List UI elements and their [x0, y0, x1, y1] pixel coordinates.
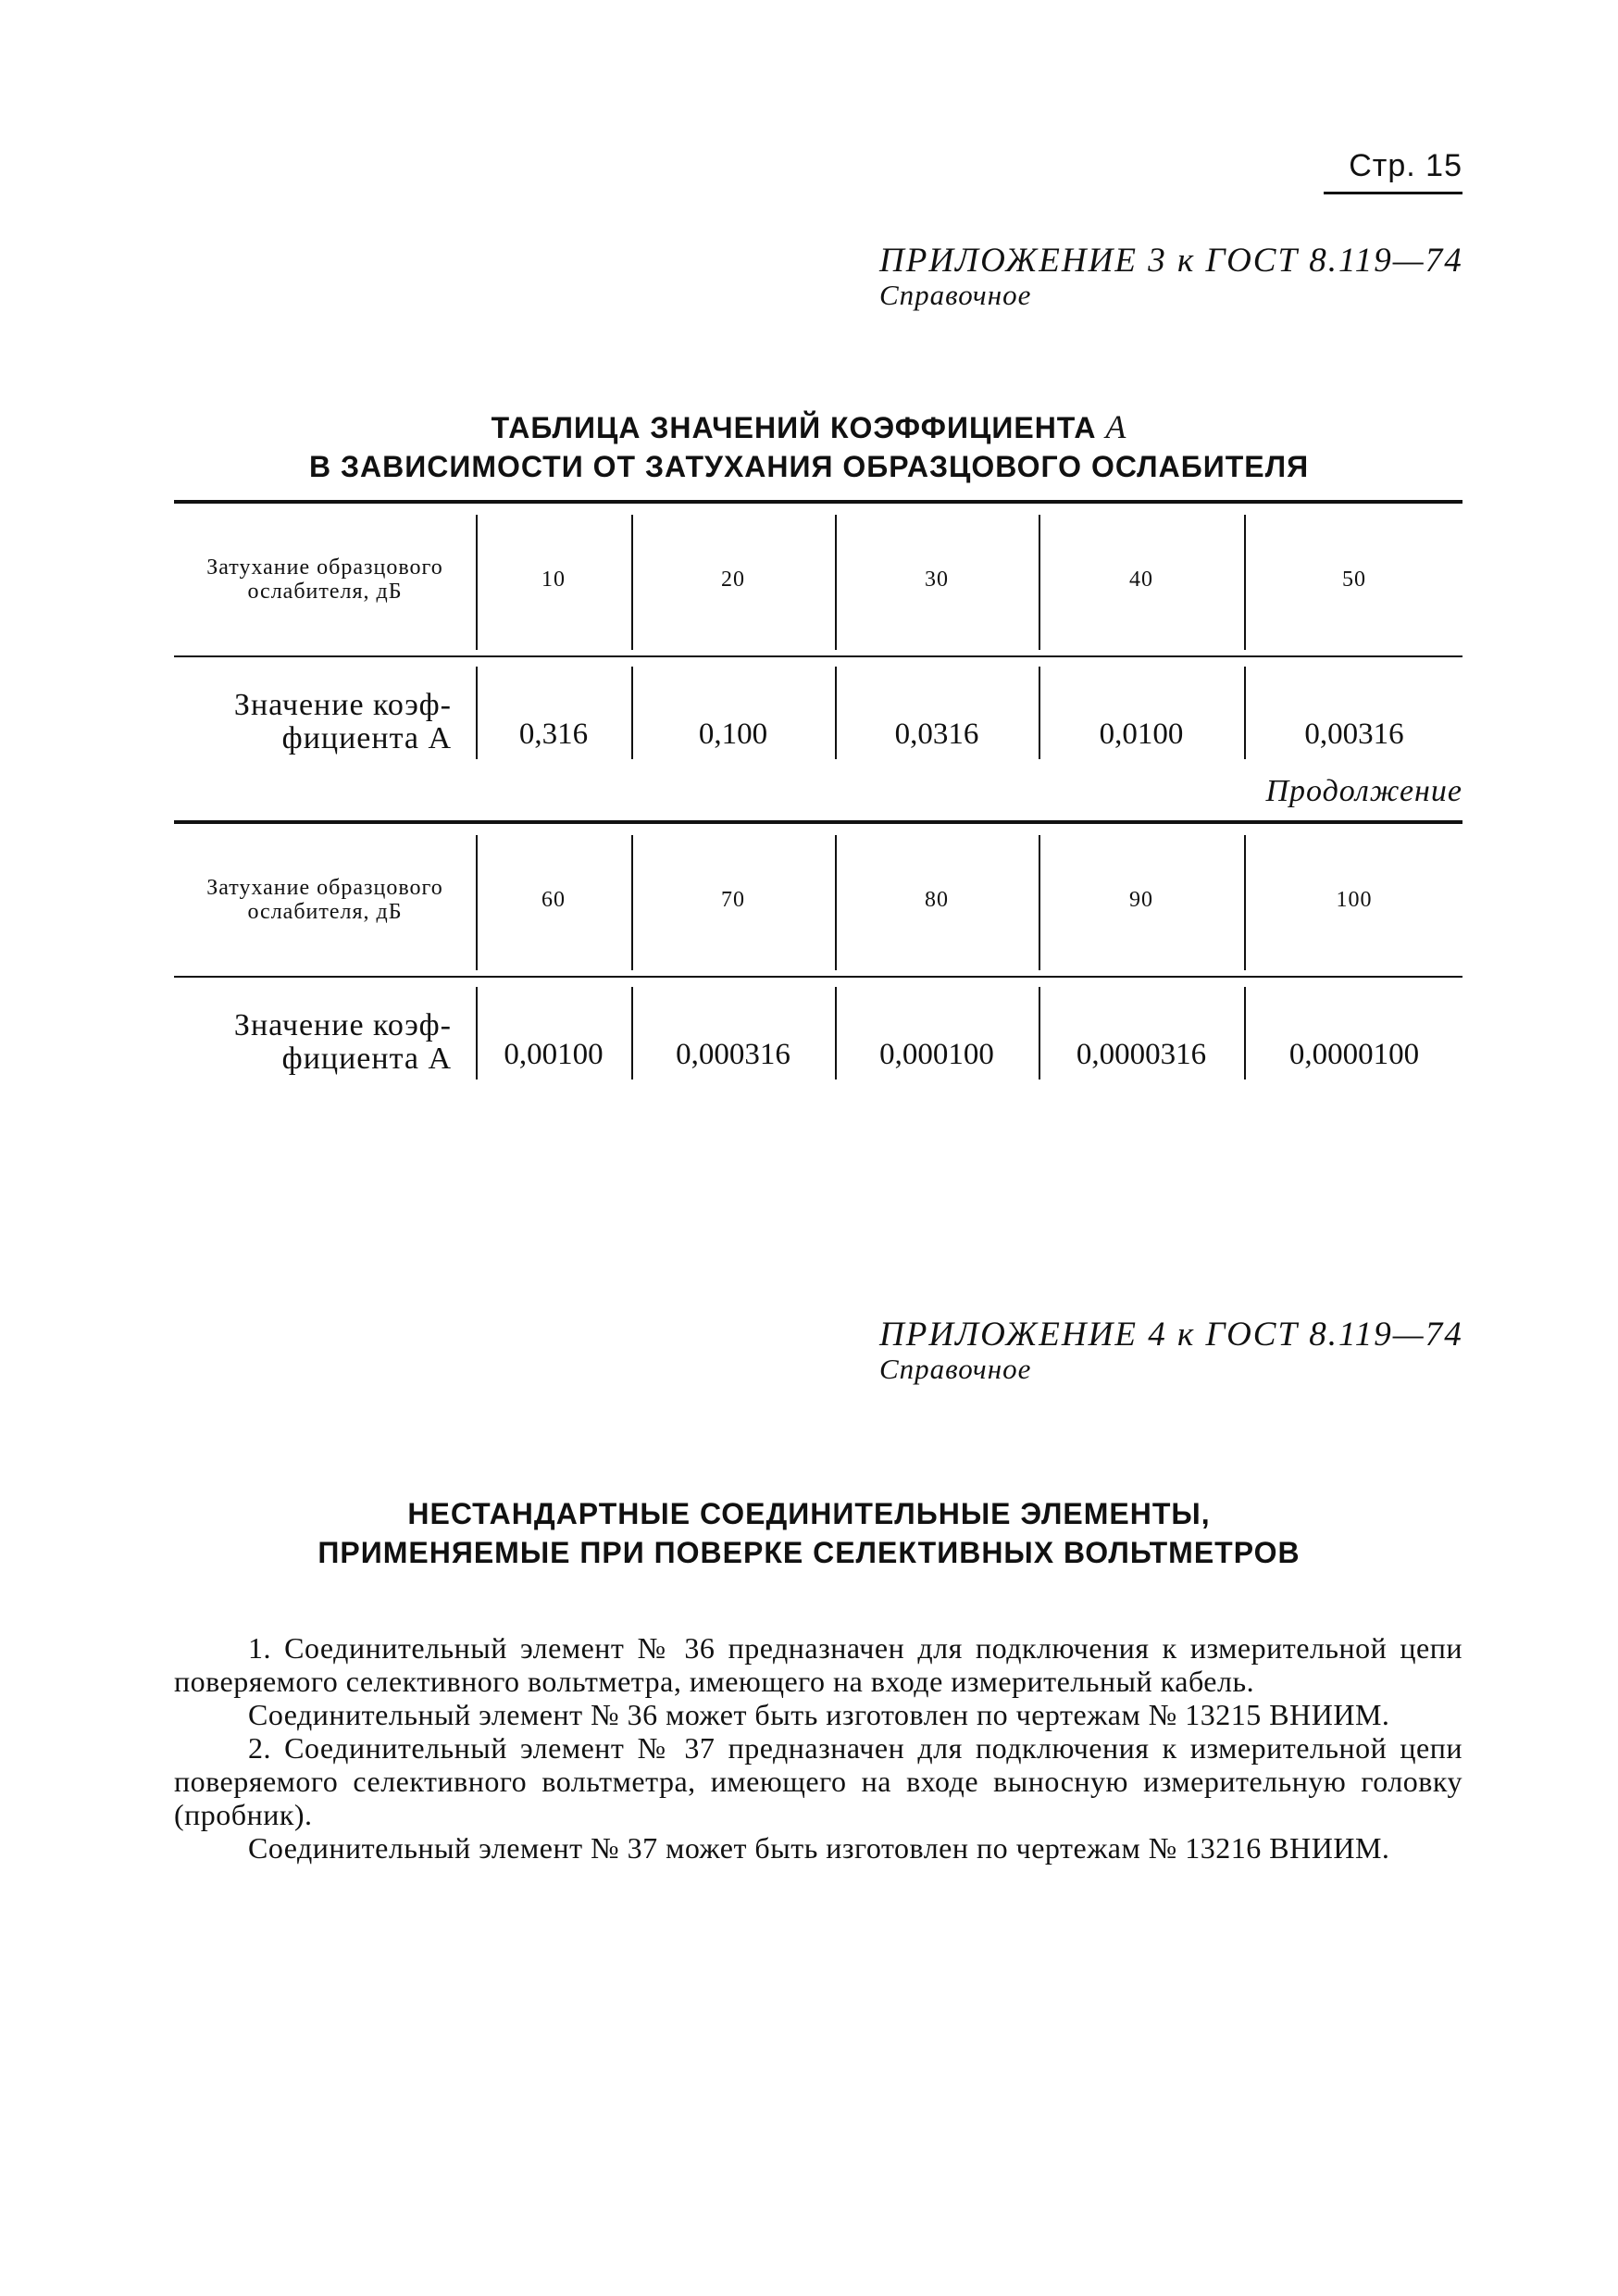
attenuation-cell: 40: [1129, 568, 1153, 592]
coefficient-cell: 0,00100: [504, 1038, 604, 1071]
coefficient-cell: 0,0100: [1099, 718, 1184, 751]
coefficient-cell: 0,0000100: [1288, 1038, 1420, 1071]
coefficient-symbol: А: [1105, 408, 1127, 445]
coefficient-cell: 0,0000316: [1076, 1038, 1207, 1071]
table-2-values-row: [174, 978, 1462, 1081]
coefficient-table-1: [174, 500, 1462, 761]
coefficient-cell: 0,000100: [879, 1038, 994, 1071]
appendix-4-header: [879, 1316, 1472, 1385]
coefficient-cell: 0,100: [698, 718, 768, 751]
attenuation-header-label: Затухание образцового ослабителя, дБ: [206, 555, 443, 604]
paragraph: Соединительный элемент № 37 может быть изготовлен по чертежам № 13216 ВНИИМ.: [248, 1831, 1390, 1865]
coefficient-cell: 0,0316: [894, 718, 979, 751]
coefficient-cell: 0,000316: [676, 1038, 790, 1071]
paragraph: 1. Соединительный элемент № 36 предназначен для подключения к измерительной цепи поверяемого селективного вольтметра, имеющего на входе измерительный кабель.: [174, 1631, 1462, 1698]
coefficient-row-label: Значение коэф-фициента А: [233, 1008, 452, 1076]
coefficient-cell: 0,00316: [1304, 718, 1404, 751]
table-1-values-row: [174, 657, 1462, 761]
paragraph: 2. Соединительный элемент № 37 предназначен для подключения к измерительной цепи поверяемого селективного вольтметра, имеющего на входе выносную измерительную головку (пробник).: [174, 1731, 1462, 1831]
attenuation-cell: 60: [541, 888, 566, 912]
attenuation-cell: 80: [925, 888, 949, 912]
attenuation-header-label: Затухание образцового ослабителя, дБ: [206, 876, 443, 924]
continuation-label: Продолжение: [1265, 774, 1462, 808]
section-heading-line-2: ПРИМЕНЯЕМЫЕ ПРИ ПОВЕРКЕ СЕЛЕКТИВНЫХ ВОЛЬТМЕТРОВ: [317, 1536, 1301, 1569]
table-heading-text: ТАБЛИЦА ЗНАЧЕНИЙ КОЭФФИЦИЕНТА: [491, 411, 1097, 444]
appendix-4-subtitle: Справочное: [879, 1353, 1032, 1385]
paragraph: Соединительный элемент № 36 может быть изготовлен по чертежам № 13215 ВНИИМ.: [248, 1698, 1390, 1731]
attenuation-cell: 50: [1342, 568, 1366, 592]
attenuation-cell: 70: [721, 888, 745, 912]
attenuation-cell: 30: [925, 568, 949, 592]
body-text: [174, 1631, 1462, 1865]
table-2-header-row: [174, 824, 1462, 976]
attenuation-cell: 20: [721, 568, 745, 592]
table-heading-line-1: [0, 407, 1618, 447]
table-heading-line-2: В ЗАВИСИМОСТИ ОТ ЗАТУХАНИЯ ОБРАЗЦОВОГО ОСЛАБИТЕЛЯ: [308, 450, 1310, 483]
attenuation-cell: 10: [541, 568, 566, 592]
section-heading-line-1: НЕСТАНДАРТНЫЕ СОЕДИНИТЕЛЬНЫЕ ЭЛЕМЕНТЫ,: [407, 1497, 1211, 1530]
table-1-header-row: [174, 504, 1462, 655]
appendix-3-header: [879, 243, 1472, 311]
table-heading: [0, 407, 1618, 486]
page-number: Стр. 15: [1324, 148, 1462, 194]
appendix-4-title: ПРИЛОЖЕНИЕ 4 к ГОСТ 8.119—74: [879, 1316, 1463, 1354]
section-heading: [0, 1494, 1618, 1572]
attenuation-cell: 90: [1129, 888, 1153, 912]
coefficient-cell: 0,316: [518, 718, 589, 751]
coefficient-row-label: Значение коэф-фициента А: [233, 688, 452, 755]
attenuation-cell: 100: [1336, 888, 1373, 912]
appendix-3-title: ПРИЛОЖЕНИЕ 3 к ГОСТ 8.119—74: [879, 242, 1463, 280]
appendix-3-subtitle: Справочное: [879, 279, 1032, 311]
coefficient-table-2: [174, 820, 1462, 1081]
